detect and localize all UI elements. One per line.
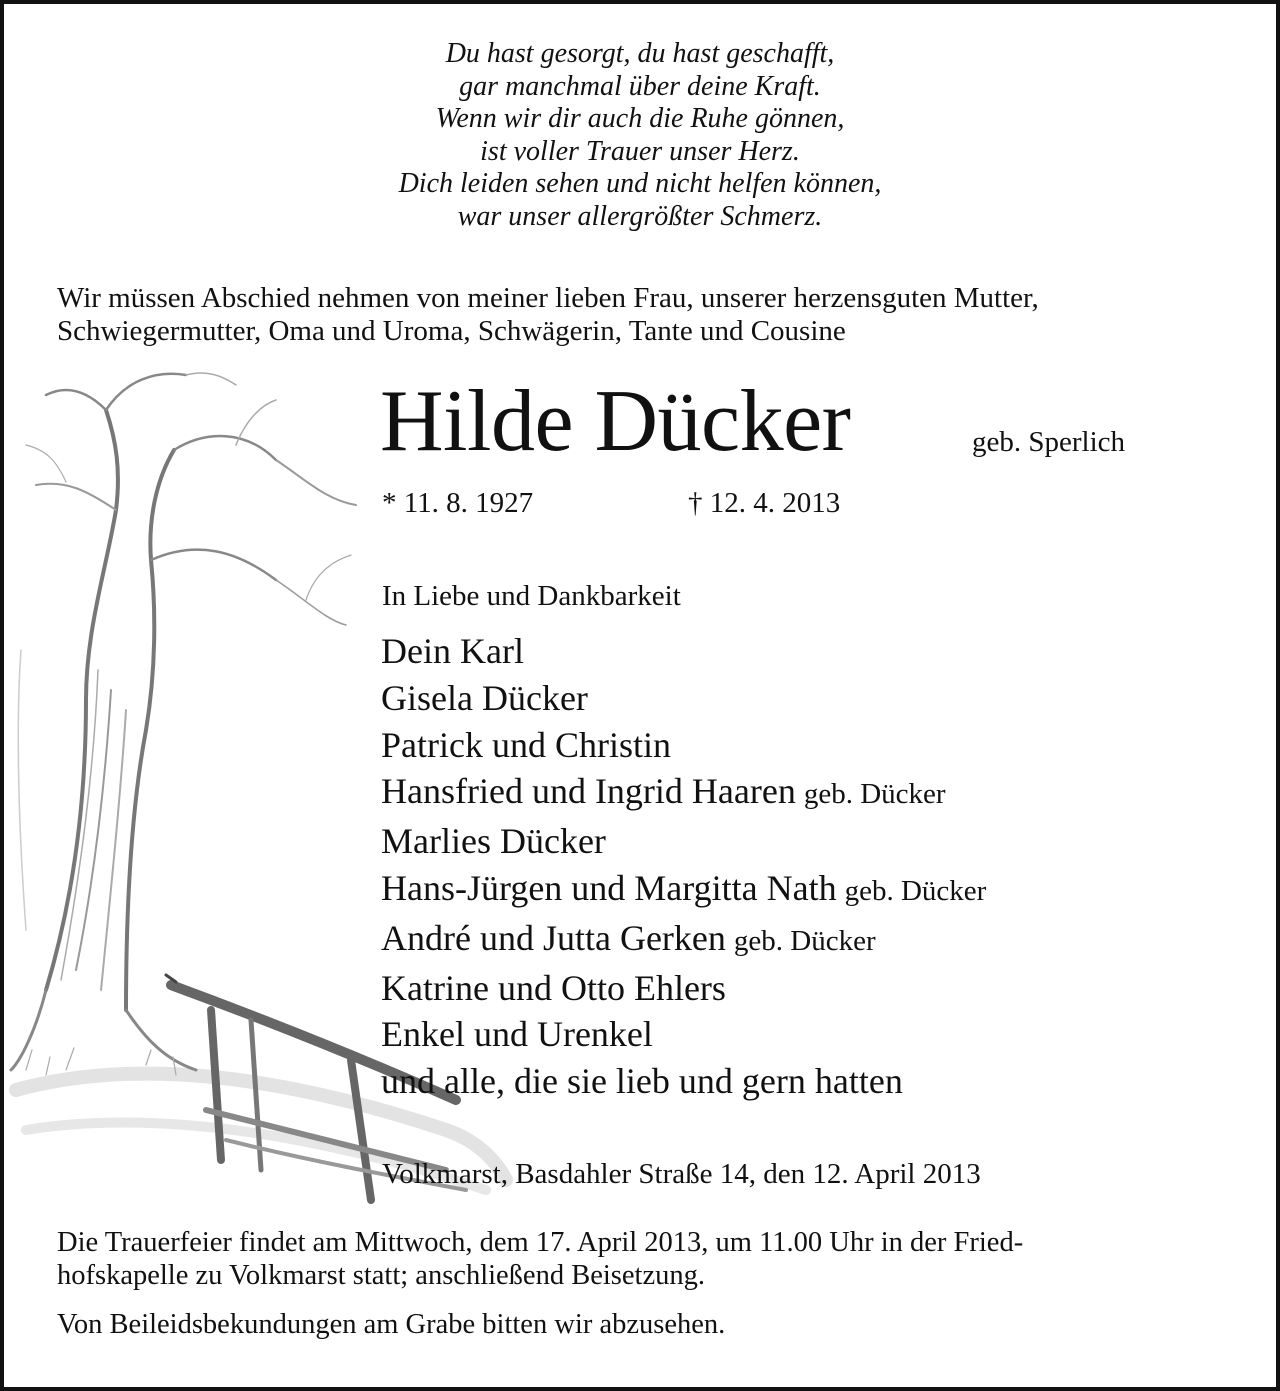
mourner-entry [381, 722, 986, 769]
mourner-name: Marlies Dücker [381, 821, 606, 862]
mourner-name: Dein Karl [381, 631, 524, 671]
mourner-name: Hans-Jürgen und Margitta Nath [381, 867, 837, 908]
mourner-name: Enkel und Urenkel [381, 1014, 653, 1055]
funeral-line: hofskapelle zu Volkmarst statt; anschließend Beisetzung. [57, 1260, 705, 1291]
mourner-entry [381, 1011, 986, 1058]
poem-line: Du hast gesorgt, du hast geschafft, [445, 38, 835, 69]
mourners-list [381, 628, 986, 1105]
mourner-name: André und Jutta Gerken [381, 917, 726, 958]
mourner-name: Gisela Dücker [381, 677, 588, 718]
mourner-entry [381, 915, 986, 965]
mourner-entry [381, 768, 986, 818]
birth-date: * 11. 8. 1927 [382, 487, 534, 519]
mourner-entry [381, 628, 986, 675]
deceased-name-line [380, 372, 850, 472]
poem-line: ist voller Trauer unser Herz. [480, 135, 800, 167]
poem [0, 38, 1280, 234]
mourner-maiden-name: geb. Dücker [844, 874, 987, 907]
maiden-name: geb. Sperlich [972, 426, 1126, 458]
mourner-maiden-name: geb. Dücker [733, 924, 876, 957]
closing-phrase: In Liebe und Dankbarkeit [382, 580, 681, 612]
poem-line: gar manchmal über deine Kraft. [459, 70, 821, 102]
death-date: † 12. 4. 2013 [688, 487, 841, 519]
poem-line: war unser allergrößter Schmerz. [457, 200, 823, 232]
mourner-name: und alle, die sie lieb und gern hatten [381, 1061, 903, 1102]
mourner-name: Patrick und Christin [381, 724, 671, 765]
condolence-note: Von Beileidsbekundungen am Grabe bitten wir abzusehen. [57, 1309, 726, 1340]
mourner-maiden-name: geb. Dücker [803, 778, 946, 811]
poem-line: Dich leiden sehen und nicht helfen können, [398, 168, 882, 200]
mourner-entry [381, 675, 986, 722]
mourner-entry [381, 865, 986, 915]
place-and-date: Volkmarst, Basdahler Straße 14, den 12. April 2013 [382, 1158, 981, 1190]
mourner-name: Katrine und Otto Ehlers [381, 967, 726, 1008]
intro-line: Wir müssen Abschied nehmen von meiner lieben Frau, unserer herzensguten Mutter, [57, 282, 1039, 314]
intro-line: Schwiegermutter, Oma und Uroma, Schwägerin, Tante und Cousine [57, 315, 846, 347]
mourner-entry [381, 1058, 986, 1105]
intro-text [57, 282, 1237, 348]
mourner-entry [381, 965, 986, 1012]
poem-line: Wenn wir dir auch die Ruhe gönnen, [435, 103, 845, 135]
mourner-name: Hansfried und Ingrid Haaren [381, 771, 796, 812]
deceased-name: Hilde Dücker [380, 373, 851, 470]
funeral-line: Die Trauerfeier findet am Mittwoch, dem 17. April 2013, um 11.00 Uhr in der Fried- [57, 1227, 1024, 1258]
mourner-entry [381, 818, 986, 865]
funeral-info [57, 1226, 1237, 1341]
